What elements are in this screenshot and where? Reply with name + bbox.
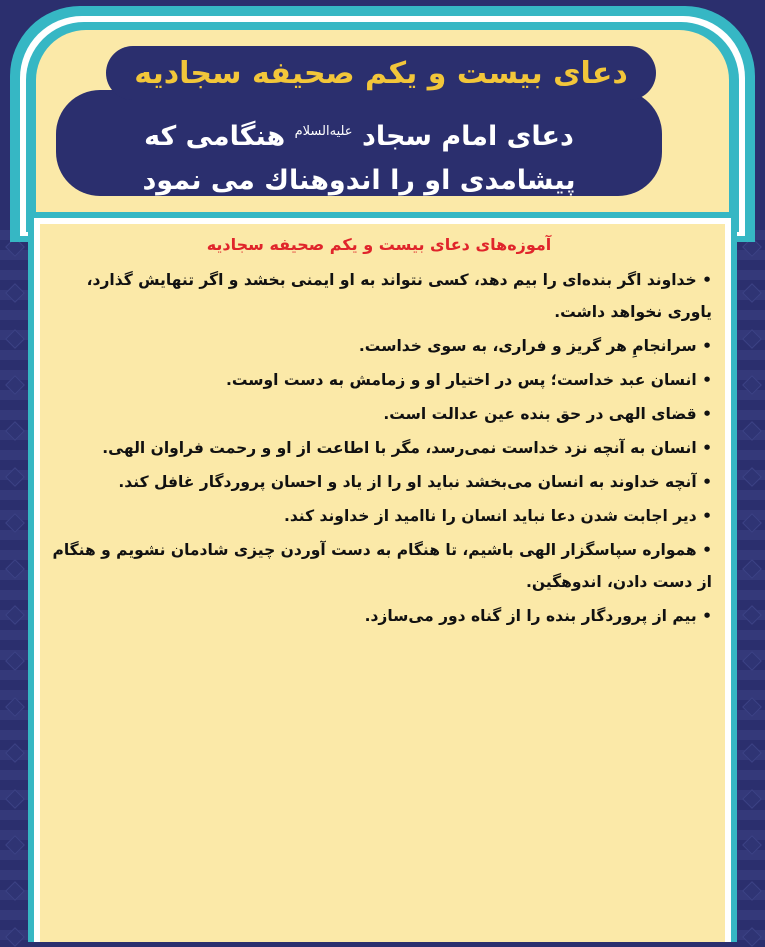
- pattern-diamond: [742, 513, 762, 533]
- pattern-diamond: [5, 697, 25, 717]
- pattern-diamond: [742, 375, 762, 395]
- title-banner: [106, 46, 656, 100]
- pattern-diamond: [742, 743, 762, 763]
- list-item: • انسان عبد خداست؛ پس در اختیار او و زمامش به دست اوست.: [46, 364, 712, 396]
- subtitle-text-b: هنگامی که: [144, 120, 286, 152]
- left-pattern-strip: [0, 220, 28, 942]
- pattern-diamond: [5, 421, 25, 441]
- pattern-diamond: [5, 927, 25, 947]
- pattern-diamond: [742, 881, 762, 901]
- subtitle-text-a: دعای امام سجاد: [361, 120, 574, 152]
- list-item: • دیر اجابت شدن دعا نباید انسان را ناامید از خداوند کند.: [46, 500, 712, 532]
- pattern-diamond: [5, 329, 25, 349]
- list-item: • خداوند اگر بنده‌ای را بیم دهد، کسی نتواند به او ایمنی بخشد و اگر تنهایش گذارد، یاوری نخواهد داشت.: [46, 264, 712, 328]
- list-item: • بیم از پروردگار بنده را از گناه دور می‌سازد.: [46, 600, 712, 632]
- honorific-mark: علیه‌السلام: [294, 123, 353, 139]
- list-item: • همواره سپاسگزار الهی باشیم، تا هنگام به دست آوردن چیزی شادمان نشویم و هنگام از دست دادن، اندوهگین.: [46, 534, 712, 598]
- pattern-diamond: [5, 467, 25, 487]
- pattern-diamond: [5, 651, 25, 671]
- list-item: • قضای الهی در حق بنده عین عدالت است.: [46, 398, 712, 430]
- pattern-diamond: [5, 743, 25, 763]
- pattern-diamond: [5, 513, 25, 533]
- pattern-diamond: [742, 329, 762, 349]
- pattern-diamond: [5, 881, 25, 901]
- list-item: • سرانجامِ هر گریز و فراری، به سوی خداست.: [46, 330, 712, 362]
- list-item: • آنچه خداوند به انسان می‌بخشد نباید او را از یاد و احسان پروردگار غافل کند.: [46, 466, 712, 498]
- subtitle-line-2: پیشامدی او را اندوهناك می نمود: [142, 164, 576, 196]
- pattern-diamond: [742, 835, 762, 855]
- pattern-diamond: [742, 789, 762, 809]
- pattern-diamond: [742, 697, 762, 717]
- list-item: • انسان به آنچه نزد خداست نمی‌رسد، مگر با اطاعت از او و رحمت فراوان الهی.: [46, 432, 712, 464]
- pattern-diamond: [742, 927, 762, 947]
- section-heading: آموزه‌های دعای بیست و یکم صحیفه سجادیه: [206, 235, 552, 254]
- pattern-diamond: [5, 605, 25, 625]
- pattern-diamond: [5, 559, 25, 579]
- pattern-diamond: [5, 789, 25, 809]
- right-pattern-strip: [737, 220, 765, 942]
- subtitle-banner: [56, 90, 662, 196]
- pattern-diamond: [742, 559, 762, 579]
- pattern-diamond: [5, 375, 25, 395]
- pattern-diamond: [5, 283, 25, 303]
- pattern-diamond: [742, 283, 762, 303]
- page-title: دعای بیست و یکم صحیفه سجادیه: [134, 55, 628, 91]
- pattern-diamond: [742, 467, 762, 487]
- content-area: [46, 232, 712, 634]
- subtitle-line-1: [144, 110, 574, 159]
- pattern-diamond: [742, 651, 762, 671]
- pattern-diamond: [5, 835, 25, 855]
- teachings-list: [46, 264, 712, 632]
- pattern-diamond: [742, 421, 762, 441]
- pattern-diamond: [742, 605, 762, 625]
